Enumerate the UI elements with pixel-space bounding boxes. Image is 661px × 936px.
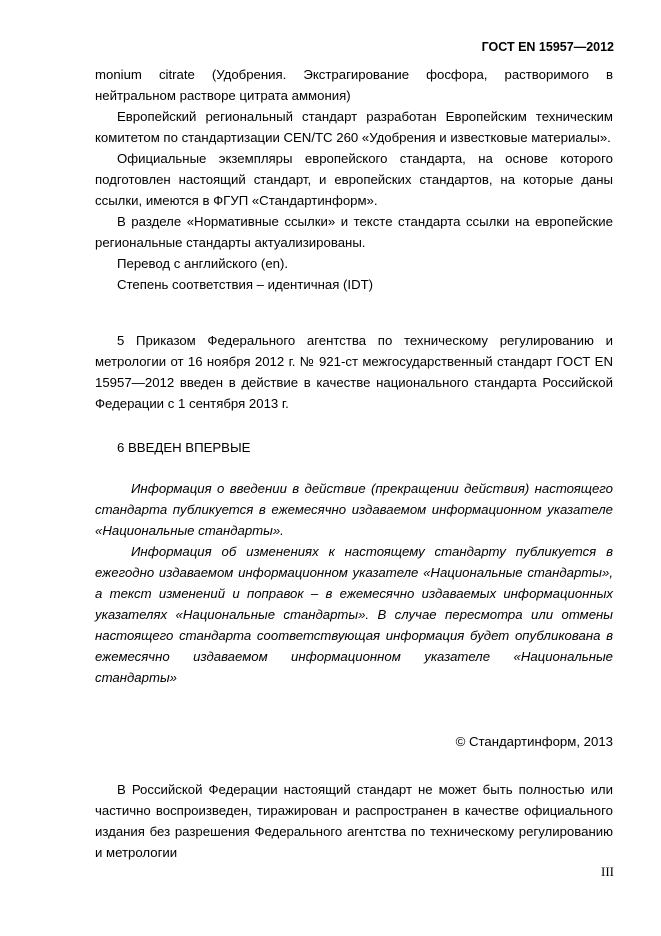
paragraph-references: В разделе «Нормативные ссылки» и тексте стандарта ссылки на европейские региональные стандарты актуализированы. [95, 214, 613, 250]
paragraph-conformity: Степень соответствия – идентичная (IDT) [117, 277, 374, 292]
copyright-block [95, 731, 613, 752]
paragraph-translation: Перевод с английского (en). [117, 256, 289, 271]
section-5 [95, 330, 613, 414]
paragraph-developer: Европейский региональный стандарт разработан Европейским техническим комитетом по стандартизации CEN/TC 260 «Удобрения и известковые материалы». [95, 109, 613, 145]
paragraph-info-changes: Информация об изменениях к настоящему стандарту публикуется в ежегодно издаваемом информационном указателе «Национальные стандарты», а текст изменений и поправок – в ежемесячно издаваемых информационных указателях «Национальные стандарты». В случае пересмотра или отмены настоящего стандарта соответствующая информация будет опубликована в ежемесячно издаваемом информационном указателе «Национальные стандарты» [95, 544, 613, 685]
paragraph-introduced: 6 ВВЕДЕН ВПЕРВЫЕ [117, 440, 251, 455]
paragraph-reproduction-notice: В Российской Федерации настоящий стандарт не может быть полностью или частично воспроизведен, тиражирован и распространен в качестве официального издания без разрешения Федерального агентства по техническому регулированию и метрологии [95, 782, 613, 860]
info-block [95, 478, 613, 688]
section-6 [95, 437, 613, 458]
copyright: © Стандартинформ, 2013 [455, 734, 613, 749]
paragraph-order: 5 Приказом Федерального агентства по техническому регулированию и метрологии от 16 ноября 2012 г. № 921-ст межгосударственный стандарт ГОСТ EN 15957—2012 введен в действие в качестве национального стандарта Российской Федерации с 1 сентября 2013 г. [95, 333, 613, 411]
document-header: ГОСТ EN 15957—2012 [481, 40, 614, 54]
paragraph-title-continuation: monium citrate (Удобрения. Экстрагирование фосфора, растворимого в нейтральном растворе цитрата аммония) [95, 67, 613, 103]
page-number: III [601, 864, 614, 879]
paragraph-official-copies: Официальные экземпляры европейского стандарта, на основе которого подготовлен настоящий стандарт, и европейских стандартов, на которые даны ссылки, имеются в ФГУП «Стандартинформ». [95, 151, 613, 208]
notice-block [95, 779, 613, 863]
preface-block-1 [95, 64, 613, 295]
paragraph-info-enactment: Информация о введении в действие (прекращении действия) настоящего стандарта публикуется в ежемесячно издаваемом информационном указателе «Национальные стандарты». [95, 481, 613, 538]
